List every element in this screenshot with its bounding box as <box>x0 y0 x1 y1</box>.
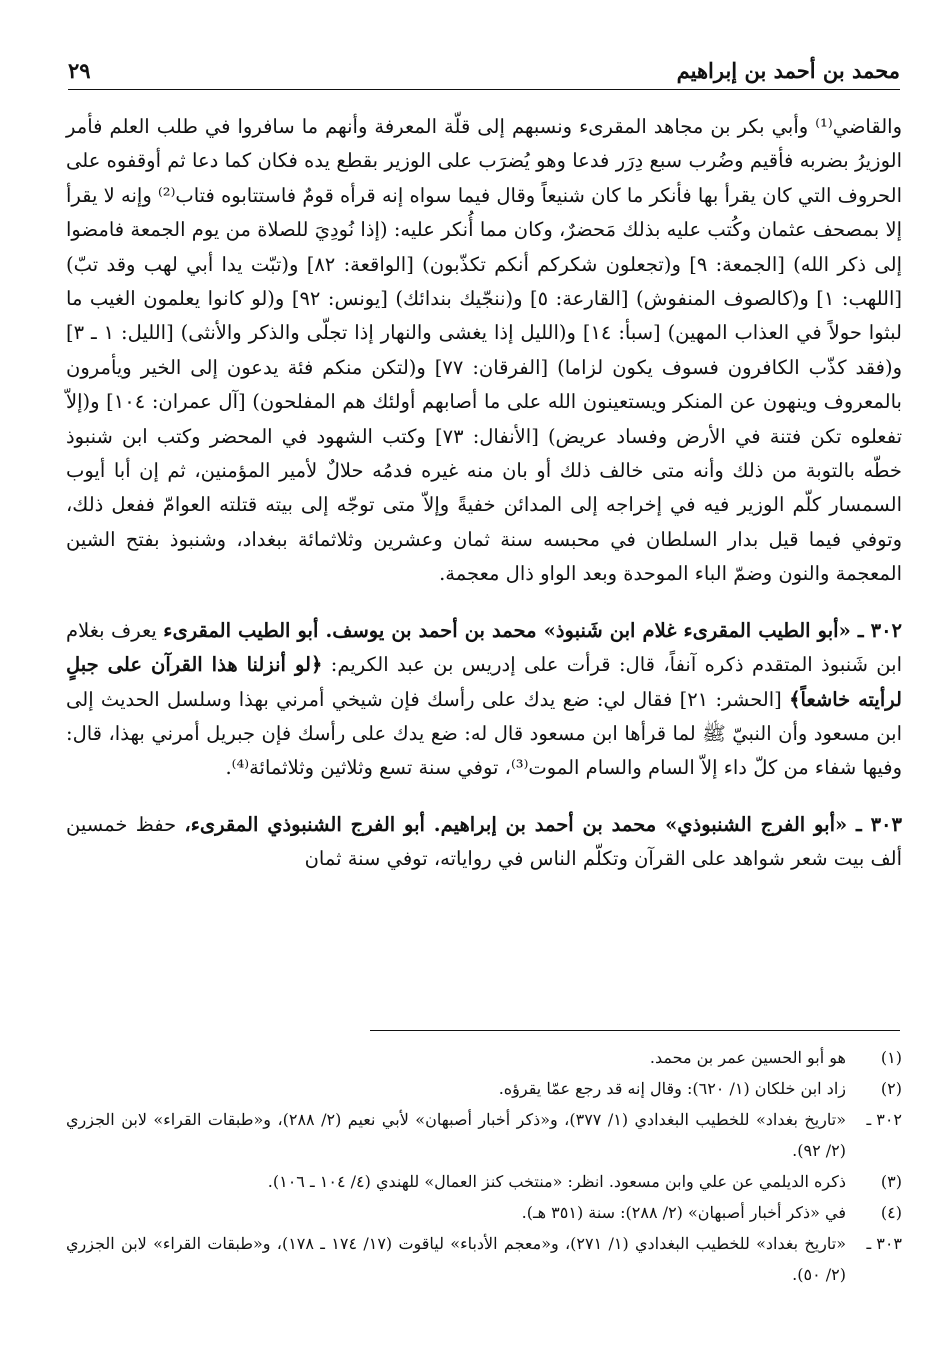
footnote <box>66 1104 902 1166</box>
entry-303 <box>66 808 902 877</box>
footnote <box>66 1166 902 1197</box>
footnote-text: «تاريخ بغداد» للخطيب البغدادي (١/ ٢٧١)، و«معجم الأدباء» لياقوت (١٧/ ١٧٤ ـ ١٧٨)، و«طبقات القراء» لابن الجزري (٢/ ٥٠). <box>66 1234 846 1284</box>
footnote-number: (٤) <box>880 1203 902 1222</box>
entry-302-verse: ﴿لو أنزلنا هذا القرآن على جبلٍ لرأيته خاشعاً﴾ <box>66 653 902 711</box>
running-title: محمد بن أحمد بن إبراهيم <box>676 58 900 83</box>
entry-302-text: يعرف بغلام ابن شَنبوذ المتقدم ذكره آنفاً، قال: قرأت على إدريس بن عبد الكريم: <box>66 618 902 677</box>
footnote-number: (٣) <box>880 1172 902 1191</box>
footnote-text: «تاريخ بغداد» للخطيب البغدادي (١/ ٣٧٧)، و«ذكر أخبار أصبهان» لأبي نعيم (٢/ ٢٨٨)، و«طبقات القراء» لابن الجزري (٢/ ٩٢). <box>66 1110 846 1160</box>
page-number: ٢٩ <box>68 58 91 83</box>
paragraph-continuation: والقاضي⁽¹⁾ وأبي بكر بن مجاهد المقرىء ونسبهم إلى قلّة المعرفة وأنهم ما سافروا في طلب العلم فأمر الوزيرُ بضربه فأقيم وضُرب سبع دِرَر فدعا وهو يُضرَب على الوزير بقطع يده فكان كما دعا ثم أوقفوه على الحروف التي كان يقرأ بها فأنكر ما كان شنيعاً وقال فيما سواه إنه قرأه قومٌ فاستتابوه فتاب⁽²⁾ وإنه لا يقرأ إلا بمصحف عثمان وكُتب عليه بذلك مَحضرٌ، وكان مما أُنكر عليه: (إذا نُودِيَ للصلاة من يوم الجمعة فامضوا إلى ذكر الله) [الجمعة: ٩] و(تجعلون شكركم أنكم تكذّبون) [الواقعة: ٨٢] و(تبّت يدا أبي لهب وقد تبّ) [اللهب: ١] و(كالصوف المنفوش) [القارعة: ٥] و(ننجّيك بندائك) [يونس: ٩٢] و(لو كانوا يعلمون الغيب ما لبثوا حولاً في العذاب المهين) [سبأ: ١٤] و(الليل إذا يغشى والنهار إذا تجلّى والذكر والأنثى) [الليل: ١ ـ ٣] و(فقد كذّب الكافرون فسوف يكون لزاما) [الفرقان: ٧٧] و(لتكن منكم فئة يدعون إلى الخير ويأمرون بالمعروف وينهون عن المنكر ويستعينون الله على ما أصابهم أولئك هم المفلحون) [آل عمران: ١٠٤] و(إلاّ تفعلوه تكن فتنة في الأرض وفساد عريض) [الأنفال: ٧٣] وكتب الشهود في المحضر وكتب ابن شنبوذ خطّه بالتوبة من ذلك وأنه متى خالف ذلك أو بان منه غيره فدمُه حلالٌ لأمير المؤمنين، ثم إن أبا أيوب السمسار كلّم الوزير فيه في إخراجه إلى المدائن خفيةً وإلاّ متى توجّه إلى بيته قتلته العوامّ ففعل ذلك، وتوفي فيما قيل بدار السلطان في محبسه سنة ثمان وعشرين وثلاثمائة ببغداد، وشنبوذ بفتح الشين المعجمة والنون وضمّ الباء الموحدة وبعد الواو ذال معجمة. <box>66 115 903 586</box>
footnote <box>66 1042 902 1073</box>
footnote-text: هو أبو الحسين عمر بن محمد. <box>649 1048 846 1067</box>
footnote-number: ٣٠٣ ـ <box>866 1234 902 1253</box>
footnote-text: ذكره الديلمي عن علي وابن مسعود. انظر: «منتخب كنز العمال» للهندي (٤/ ١٠٤ ـ ١٠٦). <box>267 1172 846 1191</box>
entry-302-rest: [الحشر: ٢١] فقال لي: ضع يدك على رأسك فإن شيخي أمرني بهذا وسلسل الحديث إلى ابن مسعود وأن النبيّ ﷺ لما قرأها ابن مسعود قال له: ضع يدك على رأسك فإن جبريل أمرني بهذا، قال: وفيها شفاء من كلّ داء إلاّ السام والسام الموت⁽³⁾، توفي سنة تسع وثلاثين وثلاثمائة⁽⁴⁾. <box>66 687 902 780</box>
entry-302 <box>66 614 902 786</box>
footnote-separator <box>370 1030 900 1031</box>
entry-302-heading: ٣٠٢ ـ «أبو الطيب المقرىء غلام ابن شَنبوذ» محمد بن أحمد بن يوسف. أبو الطيب المقرىء <box>163 618 903 642</box>
main-text <box>66 110 902 877</box>
entry-303-heading: ٣٠٣ ـ «أبو الفرج الشنبوذي» محمد بن أحمد بن إبراهيم. أبو الفرج الشنبوذي المقرىء، <box>184 812 902 836</box>
footnote <box>66 1228 902 1290</box>
footnote-text: في «ذكر أخبار أصبهان» (٢/ ٢٨٨): سنة (٣٥١ هـ). <box>521 1203 846 1222</box>
footnote-number: ٣٠٢ ـ <box>866 1110 902 1129</box>
running-header <box>68 50 900 90</box>
footnote-number: (١) <box>880 1048 902 1067</box>
footnote <box>66 1073 902 1104</box>
footnote <box>66 1197 902 1228</box>
footnotes <box>66 1042 902 1290</box>
entry-303-text: حفظ خمسين ألف بيت شعر شواهد على القرآن وتكلّم الناس في رواياته، توفي سنة ثمان <box>66 812 902 871</box>
footnote-number: (٢) <box>880 1079 902 1098</box>
footnote-text: زاد ابن خلكان (١/ ٦٢٠): وقال إنه قد رجع عمّا يقرؤه. <box>498 1079 846 1098</box>
